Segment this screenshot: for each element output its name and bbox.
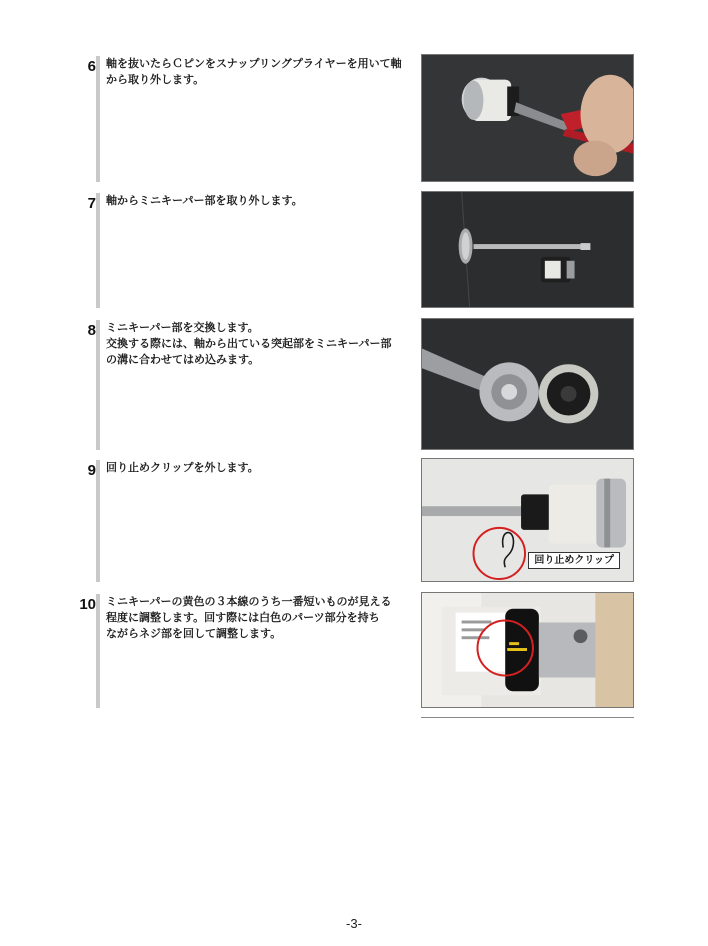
step-text: [106, 193, 410, 209]
step-number: 6: [87, 58, 96, 75]
step-photo: [421, 458, 634, 582]
step-bar: [96, 320, 100, 450]
step-text-line: 交換する際には、軸から出ている突起部をミニキーパー部: [106, 337, 392, 350]
step-text-line: の溝に合わせてはめ込みます。: [106, 353, 260, 366]
step-bar: [96, 460, 100, 582]
divider-line: [421, 717, 634, 718]
step-text-line: 軸からミニキーパー部を取り外します。: [106, 194, 303, 207]
step-bar: [96, 594, 100, 708]
step-number: 9: [87, 462, 96, 479]
step-photo: [421, 592, 634, 708]
step-text-line: 程度に調整します。回す際には白色のパーツ部分を持ち: [106, 611, 380, 624]
step-text-line: ながらネジ部を回して調整します。: [106, 627, 282, 640]
clip-callout-label: 回り止めクリップ: [528, 552, 620, 569]
step-text-line: 回り止めクリップを外します。: [106, 461, 259, 474]
step-text-line: 軸を抜いたらＣピンをスナップリングプライヤーを用いて軸: [106, 57, 402, 70]
step-text: [106, 460, 410, 476]
step-text-line: ミニキーパー部を交換します。: [106, 321, 259, 334]
step-number: 8: [87, 322, 96, 339]
step-text-line: ミニキーパーの黄色の３本線のうち一番短いものが見える: [106, 595, 392, 608]
step-number: 7: [87, 195, 96, 212]
step-photo: [421, 318, 634, 450]
step-photo: [421, 191, 634, 308]
step-text: [106, 320, 410, 368]
step-bar: [96, 56, 100, 182]
step-number: 10: [79, 596, 96, 613]
step-bar: [96, 193, 100, 308]
step-text: [106, 56, 410, 88]
page-number: -3-: [346, 916, 362, 931]
step-text-line: から取り外します。: [106, 73, 205, 86]
step-text: [106, 594, 410, 642]
step-photo: [421, 54, 634, 182]
